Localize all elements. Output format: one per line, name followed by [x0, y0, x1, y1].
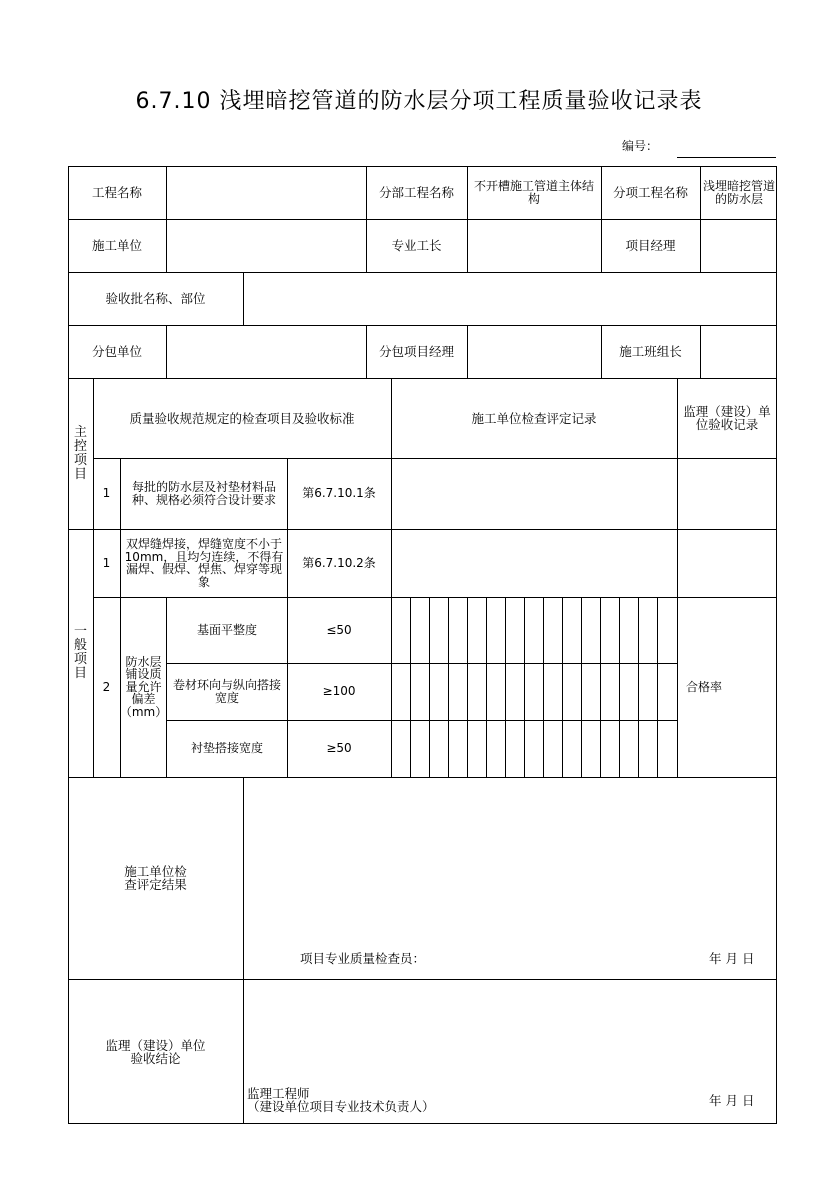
- project-name-label: 工程名称: [91, 185, 142, 200]
- team-leader-field[interactable]: [700, 325, 776, 378]
- contractor-result-field[interactable]: [243, 777, 776, 947]
- supervisor-date: 年 月 日: [709, 1093, 755, 1108]
- tolerance-row-2-value: ≥100: [322, 684, 356, 699]
- tolerance-row-2-name: 卷材环向与纵向搭接宽度: [172, 678, 281, 705]
- item-project-value: 浅埋暗挖管道的防水层: [703, 179, 776, 206]
- project-name-field[interactable]: [166, 166, 366, 219]
- main-item-1-record[interactable]: [391, 458, 677, 529]
- tolerance-row-3-name: 衬垫搭接宽度: [190, 741, 263, 756]
- tolerance-group-label: 防水层铺设质量允许偏差（mm）: [119, 654, 168, 719]
- item-project-label: 分项工程名称: [612, 185, 688, 200]
- general-item-1-no: 1: [102, 555, 111, 570]
- supervisor-result-field[interactable]: [243, 979, 776, 1079]
- sub-project-value: 不开槽施工管道主体结构: [473, 179, 594, 206]
- general-item-2-no: 2: [102, 679, 111, 694]
- inspector-label: 项目专业质量检查员：: [300, 951, 426, 966]
- pass-rate-label: 合格率: [686, 679, 723, 694]
- tolerance-row-3-value: ≥50: [326, 741, 352, 756]
- sub-project-label: 分部工程名称: [378, 185, 454, 200]
- general-item-1-record[interactable]: [391, 529, 677, 597]
- main-item-1-desc: 每批的防水层及衬垫材料品种、规格必须符合设计要求: [131, 480, 276, 507]
- engineer-label: 监理工程师: [247, 1086, 310, 1101]
- tolerance-row-1-value: ≤50: [326, 622, 352, 637]
- main-item-1-supervisor[interactable]: [677, 458, 776, 529]
- general-item-1-supervisor[interactable]: [677, 529, 776, 597]
- foreman-label: 专业工长: [391, 238, 442, 253]
- record-header: 施工单位检查评定记录: [471, 410, 597, 426]
- supervisor-result-label-cell: [68, 979, 243, 1124]
- subcontractor-label: 分包单位: [91, 344, 142, 359]
- supervisor-result-label: 监理（建设）单位验收结论: [105, 1037, 206, 1066]
- sub-pm-label: 分包项目经理: [378, 344, 454, 359]
- contractor-result-label: 施工单位检查评定结果: [124, 864, 187, 892]
- batch-field[interactable]: [243, 272, 776, 325]
- sub-pm-field[interactable]: [467, 325, 601, 378]
- number-label: 编号：: [622, 139, 659, 153]
- general-item-1-clause: 第6.7.10.2条: [302, 555, 376, 570]
- foreman-field[interactable]: [467, 219, 601, 272]
- general-label: 一般项目: [73, 624, 87, 681]
- general-section: [68, 529, 93, 777]
- general-item-1-desc: 双焊缝焊接，焊缝宽度不小于10mm，且均匀连续，不得有漏焊、假焊、焊焦、焊穿等现象: [124, 537, 284, 589]
- supervisor-header: 监理（建设）单位验收记录: [683, 404, 771, 432]
- contractor-date: 年 月 日: [709, 951, 755, 966]
- main-control-label: 主控项目: [73, 424, 87, 482]
- pm-label: 项目经理: [625, 238, 676, 253]
- tolerance-row-1-name: 基面平整度: [196, 622, 257, 637]
- page-title: 6.7.10 浅埋暗挖管道的防水层分项工程质量验收记录表: [135, 89, 703, 114]
- standard-header: 质量验收规范规定的检查项目及验收标准: [129, 410, 355, 426]
- main-item-1-no: 1: [102, 486, 111, 501]
- contractor-label: 施工单位: [91, 238, 142, 253]
- contractor-result-label-cell: [68, 777, 243, 979]
- pm-field[interactable]: [700, 219, 776, 272]
- batch-label: 验收批名称、部位: [105, 291, 206, 306]
- main-item-1-clause: 第6.7.10.1条: [302, 486, 376, 501]
- team-leader-label: 施工班组长: [619, 344, 682, 359]
- engineer-sub-label: （建设单位项目专业技术负责人）: [247, 1099, 435, 1114]
- main-control-section: [68, 378, 93, 529]
- subcontractor-field[interactable]: [166, 325, 366, 378]
- contractor-field[interactable]: [166, 219, 366, 272]
